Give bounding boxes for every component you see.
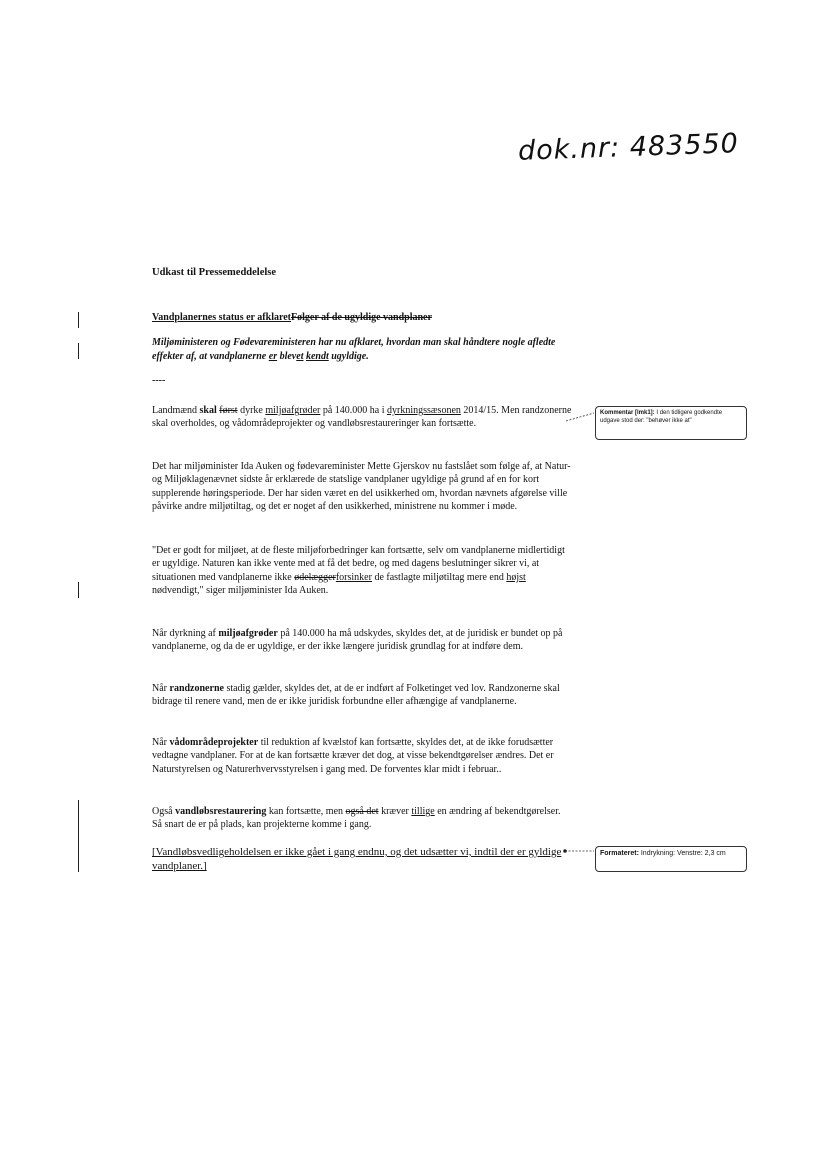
inserted-word: tillige xyxy=(411,806,435,817)
headline-deleted-text: Følger af de ugyldige vandplaner xyxy=(291,312,432,323)
comment-text: I den tidligere godkendte udgave stod der: "behøver ikke at" xyxy=(600,410,723,424)
inserted-word: et xyxy=(296,351,304,362)
text: på 140.000 ha i xyxy=(320,405,387,416)
format-balloon[interactable] xyxy=(595,846,747,872)
text: "Det er godt for miljøet, at de fleste miljøforbedringer kan fortsætte, selv om vandplanerne midlertidigt er ugyldige. Naturen kan ikke vente med at få det bedre, og med dagens beslutninger sikrer vi, at situationen med vandplanerne ikke xyxy=(152,545,565,583)
inserted-word: dyrkningssæsonen xyxy=(387,405,461,416)
comment-balloon[interactable] xyxy=(595,406,747,440)
inserted-word: forsinker xyxy=(335,571,372,583)
format-label: Formateret: xyxy=(600,850,639,857)
inserted-word: højst xyxy=(506,571,526,583)
subheading-text: Miljøministeren og Fødevareministeren har nu afklaret, hvordan man skal håndtere nogle afledte effekter af, at vandplanerne xyxy=(152,337,556,362)
text: Når xyxy=(152,683,170,694)
format-leader-line xyxy=(562,848,594,854)
text: en ændring af bekendtgørelser. Så snart de er på plads, kan projekterne komme i gang. xyxy=(152,806,561,831)
paragraph-4 xyxy=(152,627,572,654)
text: Landmænd xyxy=(152,405,200,416)
deleted-word: også det xyxy=(345,806,379,817)
subheading-text: ugyldige. xyxy=(328,351,369,362)
emphasis: vandløbsrestaurering xyxy=(175,806,267,817)
paragraph-8-bracketed: [Vandløbsvedligeholdelsen er ikke gået i gang endnu, og det udsætter vi, indtil der er gyldige vandplaner.] xyxy=(152,846,562,872)
emphasis: miljøafgrøder xyxy=(218,628,278,639)
deleted-word: først xyxy=(219,405,238,416)
comment-leader-line xyxy=(566,412,594,422)
inserted-word: kendt xyxy=(305,351,329,362)
text: stadig gælder, skyldes det, at de er indført af Folketinget ved lov. Randzonerne skal bidrage til renere vand, men de er ikke juridisk forbundne eller afhængige af vandplanerne. xyxy=(152,683,560,708)
handwritten-document-number: dok.nr: 483550 xyxy=(517,128,740,167)
text: til reduktion af kvælstof kan fortsætte, skyldes det, at de ikke forudsætter vedtagne vandplaner. For at de kan fortsætte kræver det dog, at visse bekendtgørelser ændres. Det er Naturstyrelsen og Naturerhvervsstyrelsen i gang med. De forventes klar midt i februar.. xyxy=(152,737,554,775)
change-bar xyxy=(78,312,79,328)
text: Også xyxy=(152,806,176,817)
text: dyrke xyxy=(237,405,266,416)
headline xyxy=(152,312,432,323)
change-bar xyxy=(78,800,79,872)
subheading-text: blev xyxy=(277,351,297,362)
text: Når xyxy=(152,737,170,748)
draft-label: Udkast til Pressemeddelelse xyxy=(152,267,277,278)
text: nødvendigt," siger miljøminister Ida Auken. xyxy=(152,585,329,597)
paragraph-2: Det har miljøminister Ida Auken og fødevareminister Mette Gjerskov nu fastslået som følge af, at Natur- og Miljøklagenævnet sidste år erklærede de statslige vandplaner ugyldige på grund af en for kort supplerende høringsperiode. Der har siden været en del usikkerhed om, hvordan nævnets afgørelse ville påvirke andre miljøtiltag, og det er noget af den usikkerhed, ministrene nu kommer i møde. xyxy=(152,461,571,513)
text: de fastlagte miljøtiltag mere end xyxy=(371,571,507,583)
paragraph-1 xyxy=(152,404,572,431)
separator: ---- xyxy=(152,375,166,386)
inserted-word: miljøafgrøder xyxy=(265,405,321,416)
emphasis: randzonerne xyxy=(169,683,224,694)
text: på 140.000 ha må udskydes, skyldes det, at de juridisk er bundet op på vandplanerne, og da de er ugyldige, er der ikke længere juridisk grundlag for at indføre dem. xyxy=(152,628,563,653)
comment-label: Kommentar [lmk1]: xyxy=(600,410,655,416)
paragraph-5 xyxy=(152,682,572,709)
emphasis: skal xyxy=(199,405,217,416)
paragraph-3 xyxy=(152,544,572,598)
text: kan fortsætte, men xyxy=(266,806,346,817)
subheading xyxy=(152,336,572,364)
deleted-word: ødelægger xyxy=(294,571,336,583)
text: kræver xyxy=(378,806,412,817)
inserted-word: er xyxy=(268,351,278,362)
text: 2014/15. Men randzonerne skal overholdes, og vådområdeprojekter og vandløbsrestaureringer kan fortsætte. xyxy=(152,405,572,430)
paragraph-7 xyxy=(152,805,572,832)
headline-inserted-text: Vandplanernes status er afklaret xyxy=(152,312,291,323)
text: Når dyrkning af xyxy=(152,628,219,639)
emphasis: vådområdeprojekter xyxy=(169,737,259,748)
change-bar xyxy=(78,343,79,359)
paragraph-6 xyxy=(152,736,572,776)
change-bar xyxy=(78,582,79,598)
format-text: Indrykning: Venstre: 2,3 cm xyxy=(638,850,726,857)
